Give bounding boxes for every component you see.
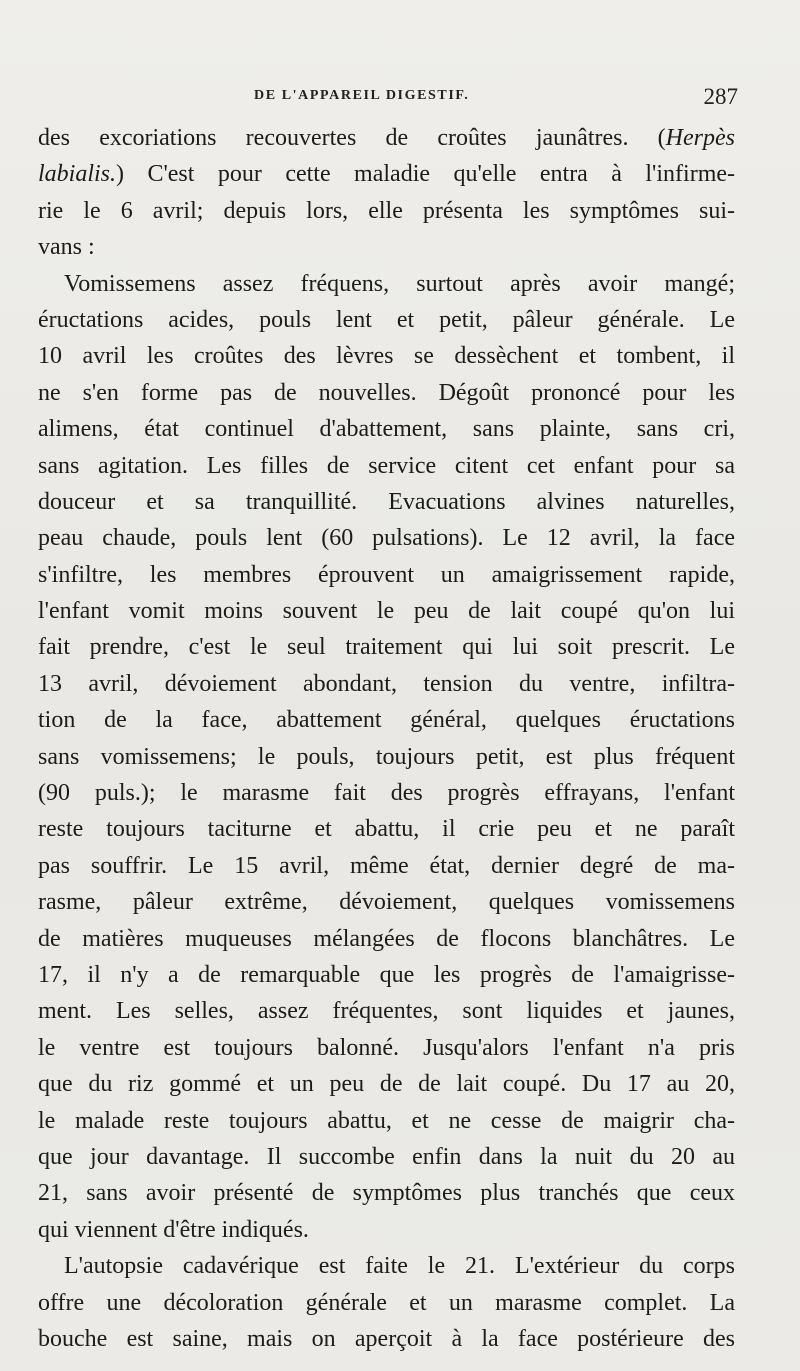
text-segment: alimens, état continuel d'abattement, sans plainte, sans cri,	[38, 416, 735, 443]
text-line	[38, 302, 735, 338]
text-segment: ne s'en forme pas de nouvelles. Dégoût prononcé pour les	[38, 379, 735, 406]
text-line	[38, 702, 735, 738]
text-segment: L'autopsie cadavérique est faite le 21. L'extérieur du corps	[64, 1253, 735, 1280]
text-segment: s'infiltre, les membres éprouvent un amaigrissement rapide,	[38, 561, 735, 588]
text-segment: qui viennent d'être indiqués.	[38, 1216, 309, 1243]
text-line	[38, 411, 735, 447]
text-line	[38, 666, 735, 702]
text-segment: de matières muqueuses mélangées de flocons blanchâtres. Le	[38, 925, 735, 952]
text-segment: pas souffrir. Le 15 avril, même état, dernier degré de ma-	[38, 852, 735, 879]
text-segment: le malade reste toujours abattu, et ne cesse de maigrir cha-	[38, 1107, 735, 1134]
text-line	[38, 1175, 735, 1211]
text-line	[38, 120, 735, 156]
page-number: 287	[703, 84, 738, 109]
text-segment: reste toujours taciturne et abattu, il crie peu et ne paraît	[38, 816, 735, 843]
text-segment: fait prendre, c'est le seul traitement qui lui soit prescrit. Le	[38, 634, 735, 661]
text-line	[38, 1285, 735, 1321]
text-line	[38, 1321, 735, 1357]
text-segment: que du riz gommé et un peu de de lait coupé. Du 17 au 20,	[38, 1071, 735, 1098]
running-title: DE L'APPAREIL DIGESTIF.	[254, 88, 470, 103]
text-segment: éructations acides, pouls lent et petit, pâleur générale. Le	[38, 306, 735, 333]
text-segment: offre une décoloration générale et un marasme complet. La	[38, 1289, 735, 1316]
text-segment: le ventre est toujours balonné. Jusqu'alors l'enfant n'a pris	[38, 1034, 735, 1061]
text-segment: Vomissemens assez fréquens, surtout après avoir mangé;	[64, 270, 735, 297]
text-line	[38, 775, 735, 811]
text-segment: peau chaude, pouls lent (60 pulsations). Le 12 avril, la face	[38, 525, 735, 552]
text-line	[38, 739, 735, 775]
body-text	[38, 120, 735, 1357]
text-segment: vans :	[38, 234, 95, 261]
text-segment: rasme, pâleur extrême, dévoiement, quelques vomissemens	[38, 889, 735, 916]
text-line	[38, 593, 735, 629]
text-line	[38, 957, 735, 993]
text-line	[38, 921, 735, 957]
text-line	[38, 629, 735, 665]
text-segment: ment. Les selles, assez fréquentes, sont liquides et jaunes,	[38, 998, 735, 1025]
page-header	[38, 84, 738, 116]
text-segment: que jour davantage. Il succombe enfin dans la nuit du 20 au	[38, 1143, 735, 1170]
text-segment: douceur et sa tranquillité. Evacuations alvines naturelles,	[38, 488, 735, 515]
text-line	[38, 266, 735, 302]
text-line	[38, 484, 735, 520]
text-line	[38, 338, 735, 374]
text-line	[38, 884, 735, 920]
text-segment: 10 avril les croûtes des lèvres se dessèchent et tombent, il	[38, 343, 735, 370]
text-line	[38, 848, 735, 884]
text-line	[38, 448, 735, 484]
text-line	[38, 1103, 735, 1139]
text-segment: 21, sans avoir présenté de symptômes plus tranchés que ceux	[38, 1180, 735, 1207]
italic-text: Herpès	[665, 125, 735, 151]
text-segment: ) C'est pour cette maladie qu'elle entra à l'infirme-	[116, 161, 735, 188]
text-line	[38, 1212, 735, 1248]
text-segment: 13 avril, dévoiement abondant, tension du ventre, infiltra-	[38, 670, 735, 697]
text-line	[38, 229, 735, 265]
italic-text: labialis.	[38, 161, 117, 188]
text-line	[38, 156, 735, 192]
text-segment: tion de la face, abattement général, quelques éructations	[38, 707, 735, 734]
text-line	[38, 193, 735, 229]
text-segment: l'enfant vomit moins souvent le peu de lait coupé qu'on lui	[38, 598, 735, 625]
text-segment: 17, il n'y a de remarquable que les progrès de l'amaigrisse-	[38, 961, 735, 988]
text-segment: rie le 6 avril; depuis lors, elle présenta les symptômes sui-	[38, 197, 735, 224]
text-line	[38, 1030, 735, 1066]
text-line	[38, 375, 735, 411]
text-line	[38, 1066, 735, 1102]
text-line	[38, 520, 735, 556]
text-segment: sans agitation. Les filles de service citent cet enfant pour sa	[38, 452, 735, 479]
text-line	[38, 1248, 735, 1284]
text-segment: sans vomissemens; le pouls, toujours petit, est plus fréquent	[38, 743, 735, 770]
text-line	[38, 993, 735, 1029]
text-segment: des excoriations recouvertes de croûtes jaunâtres. (	[38, 125, 666, 151]
text-line	[38, 1139, 735, 1175]
text-segment: bouche est saine, mais on aperçoit à la face postérieure des	[38, 1325, 735, 1352]
text-line	[38, 557, 735, 593]
text-line	[38, 811, 735, 847]
text-segment: (90 puls.); le marasme fait des progrès effrayans, l'enfant	[38, 780, 735, 807]
